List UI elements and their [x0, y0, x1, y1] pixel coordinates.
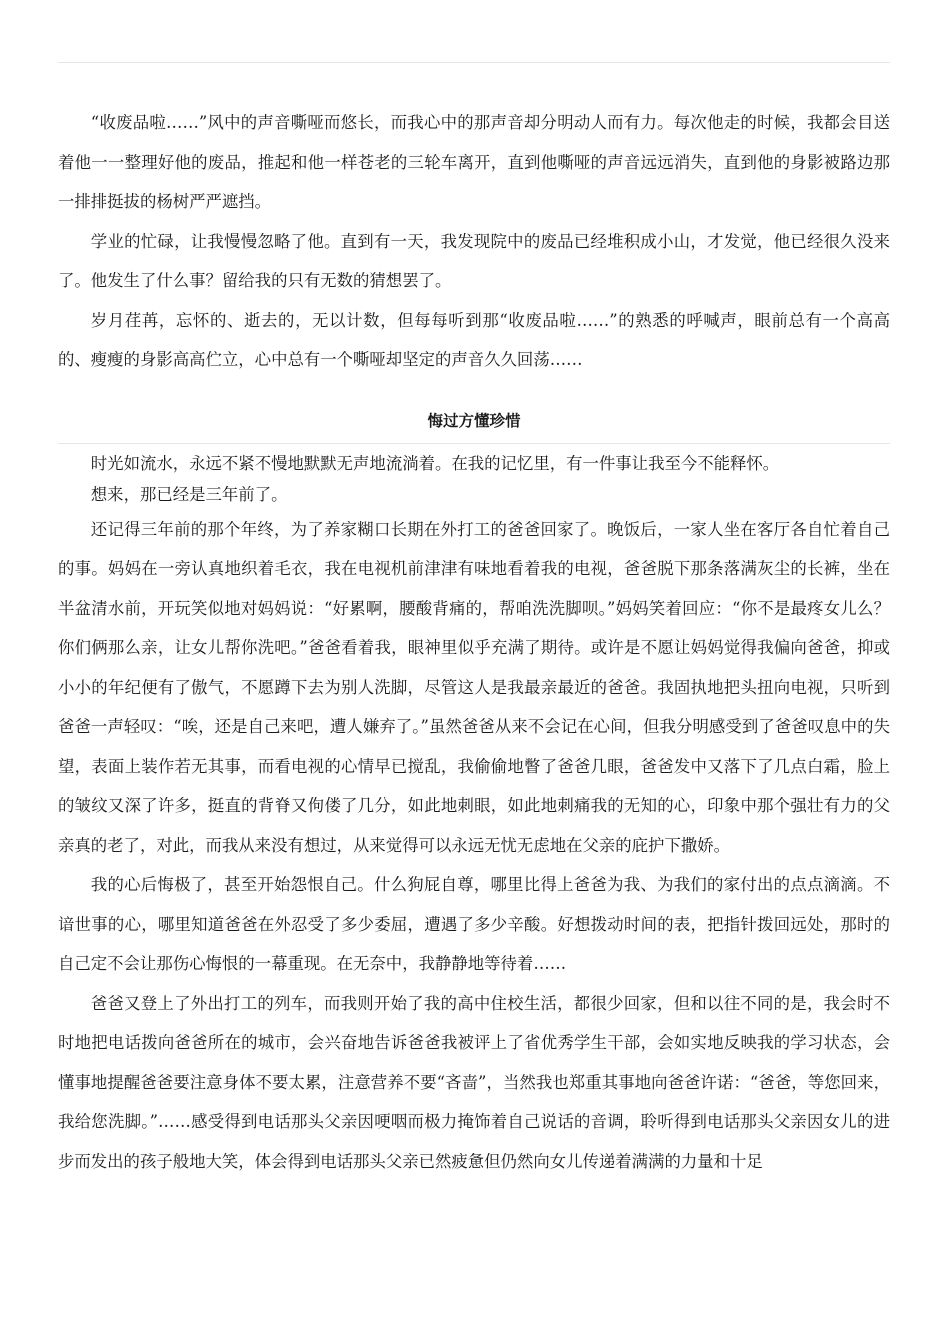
top-divider [58, 62, 890, 63]
paragraph: 岁月荏苒，忘怀的、逝去的，无以计数，但每每听到那“收废品啦……”的熟悉的呼喊声，眼前总有一个高高的、瘦瘦的身影高高伫立，心中总有一个嘶哑却坚定的声音久久回荡…… [58, 310, 890, 369]
document-body [58, 103, 890, 1181]
paragraph: 还记得三年前的那个年终，为了养家糊口长期在外打工的爸爸回家了。晚饭后，一家人坐在客厅各自忙着自己的事。妈妈在一旁认真地织着毛衣，我在电视机前津津有味地看着我的电视，爸爸脱下那条落满灰尘的长裤，坐在半盆清水前，开玩笑似地对妈妈说：“好累啊，腰酸背痛的，帮咱洗洗脚呗。”妈妈笑着回应：“你不是最疼女儿么？你们俩那么亲，让女儿帮你洗吧。”爸爸看着我，眼神里似乎充满了期待。或许是不愿让妈妈觉得我偏向爸爸，抑或小小的年纪便有了傲气，不愿蹲下去为别人洗脚，尽管这人是我最亲最近的爸爸。我固执地把头扭向电视，只听到爸爸一声轻叹：“唉，还是自己来吧，遭人嫌弃了。”虽然爸爸从来不会记在心间，但我分明感受到了爸爸叹息中的失望，表面上装作若无其事，而看电视的心情早已搅乱，我偷偷地瞥了爸爸几眼，爸爸发中又落下了几点白霜，脸上的皱纹又深了许多，挺直的背脊又佝偻了几分，如此地刺眼，如此地刺痛我的无知的心，印象中那个强壮有力的父亲真的老了，对此，而我从来没有想过，从来觉得可以永远无忧无虑地在父亲的庇护下撒娇。 [58, 519, 890, 855]
paragraph: 时光如流水，永远不紧不慢地默默无声地流淌着。在我的记忆里，有一件事让我至今不能释怀。 [90, 453, 780, 473]
essay-title: 悔过方懂珍惜 [427, 411, 521, 430]
essay-section [58, 408, 890, 1182]
essay-continuation [58, 103, 890, 380]
paragraph: 我的心后悔极了，甚至开始怨恨自己。什么狗屁自尊，哪里比得上爸爸为我、为我们的家付出的点点滴滴。不谙世事的心，哪里知道爸爸在外忍受了多少委屈，遭遇了多少辛酸。好想拨动时间的表，把指针拨回远处，那时的自己定不会让那伤心悔恨的一幕重现。在无奈中，我静静地等待着…… [58, 875, 890, 973]
paragraph: “收废品啦……”风中的声音嘶哑而悠长，而我心中的那声音却分明动人而有力。每次他走的时候，我都会目送着他一一整理好他的废品，推起和他一样苍老的三轮车离开，直到他嘶哑的声音远远消失，直到他的身影被路边那一排排挺拔的杨树严严遮挡。 [58, 113, 890, 211]
paragraph: 爸爸又登上了外出打工的列车，而我则开始了我的高中住校生活，都很少回家，但和以往不同的是，我会时不时地把电话拨向爸爸所在的城市，会兴奋地告诉爸爸我被评上了省优秀学生干部，会如实地反映我的学习状态，会懂事地提醒爸爸要注意身体不要太累，注意营养不要“吝啬”，当然我也郑重其事地向爸爸许诺：“爸爸，等您回来，我给您洗脚。”……感受得到电话那头父亲因哽咽而极力掩饰着自己说话的音调，聆听得到电话那头父亲因女儿的进步而发出的孩子般地大笑，体会得到电话那头父亲已然疲惫但仍然向女儿传递着满满的力量和十足 [58, 993, 890, 1171]
paragraph: 学业的忙碌，让我慢慢忽略了他。直到有一天，我发现院中的废品已经堆积成小山，才发觉，他已经很久没来了。他发生了什么事？留给我的只有无数的猜想罢了。 [58, 231, 890, 290]
short-paragraphs [58, 448, 890, 510]
title-divider [58, 443, 890, 444]
paragraph: 想来，那已经是三年前了。 [90, 484, 288, 504]
